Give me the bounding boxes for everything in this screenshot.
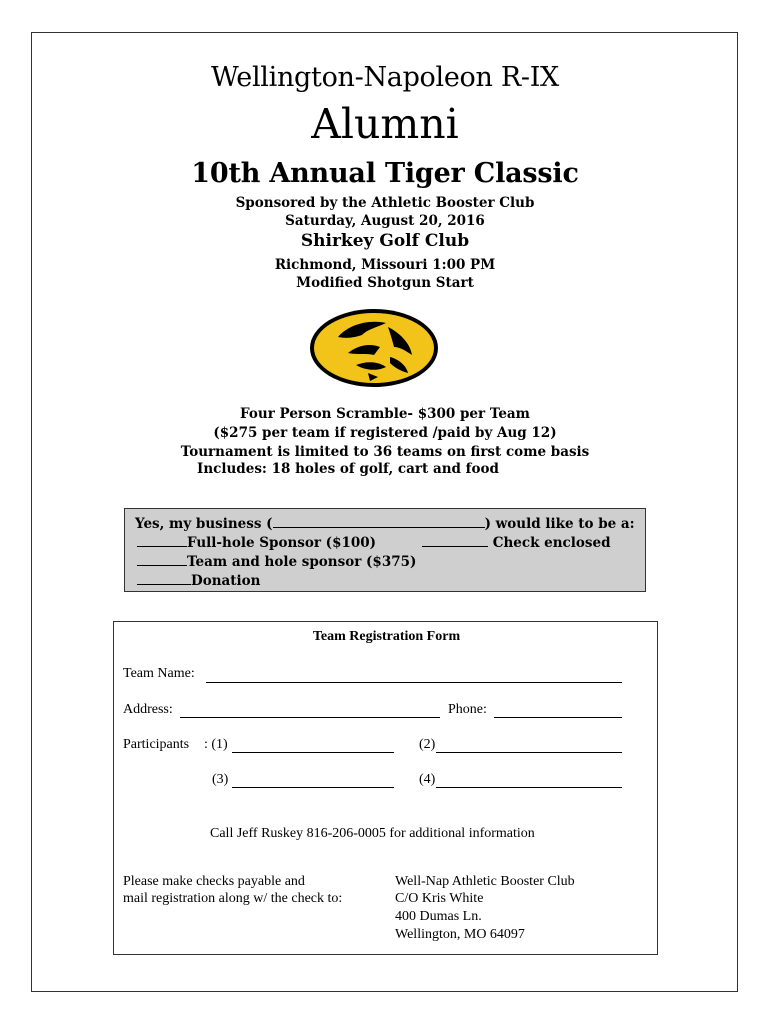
mailing-address-line-3: 400 Dumas Ln.: [395, 909, 482, 924]
pricing-line-1: Four Person Scramble- $300 per Team: [240, 406, 530, 422]
contact-info: Call Jeff Ruskey 816-206-0005 for additional information: [210, 826, 535, 841]
sponsor-intro-row: [135, 514, 635, 534]
mailing-address-line-4: Wellington, MO 64097: [395, 927, 525, 942]
mailing-address-line-1: Well-Nap Athletic Booster Club: [395, 874, 575, 889]
address-field[interactable]: [180, 717, 440, 718]
option-team-hole: [137, 552, 416, 572]
venue-name: Shirkey Golf Club: [300, 231, 470, 251]
team-hole-blank[interactable]: [137, 552, 187, 566]
checks-payable-line-1: Please make checks payable and: [123, 874, 305, 889]
location-time: Richmond, Missouri 1:00 PM: [274, 257, 496, 273]
option-full-hole: [137, 533, 376, 553]
checks-payable-line-2: mail registration along w/ the check to:: [123, 891, 343, 906]
sponsor-intro-start: Yes, my business (: [135, 516, 273, 532]
participant-1-label: : (1): [204, 737, 228, 752]
participant-3-field[interactable]: [232, 787, 394, 788]
event-title: 10th Annual Tiger Classic: [191, 158, 579, 189]
check-enclosed-blank[interactable]: [422, 533, 488, 547]
includes-line: Includes: 18 holes of golf, cart and food: [197, 461, 499, 477]
pricing-block: [0, 405, 770, 462]
school-name: Wellington-Napoleon R-IX: [211, 62, 559, 93]
team-registration-form: [113, 621, 658, 955]
tiger-head-logo: [308, 307, 440, 389]
team-name-field[interactable]: [206, 682, 622, 683]
pricing-line-2: ($275 per team if registered /paid by Aug 12): [213, 425, 557, 441]
participant-2-field[interactable]: [436, 752, 622, 753]
event-date: Saturday, August 20, 2016: [285, 213, 485, 229]
check-enclosed-row: [422, 533, 611, 553]
mailing-address-line-2: C/O Kris White: [395, 891, 484, 906]
option-donation: [137, 571, 260, 591]
full-hole-blank[interactable]: [137, 533, 187, 547]
sponsorship-box: [124, 508, 646, 592]
team-name-label: Team Name:: [123, 666, 195, 681]
participant-3-label: (3): [212, 772, 229, 787]
participant-2-label: (2): [419, 737, 436, 752]
option-donation-label: Donation: [191, 573, 261, 589]
start-format: Modified Shotgun Start: [296, 275, 474, 291]
option-full-hole-label: Full-hole Sponsor ($100): [187, 535, 377, 551]
option-team-hole-label: Team and hole sponsor ($375): [187, 554, 417, 570]
donation-blank[interactable]: [137, 571, 191, 585]
participant-1-field[interactable]: [232, 752, 394, 753]
phone-field[interactable]: [494, 717, 622, 718]
participant-4-label: (4): [419, 772, 436, 787]
check-enclosed-label: Check enclosed: [492, 535, 611, 551]
phone-label: Phone:: [448, 702, 487, 717]
sponsor-intro-end: ) would like to be a:: [484, 516, 635, 532]
sponsor-line: Sponsored by the Athletic Booster Club: [235, 195, 535, 211]
pricing-line-3: Tournament is limited to 36 teams on first come basis: [180, 444, 590, 460]
address-label: Address:: [123, 702, 173, 717]
alumni-heading: Alumni: [311, 100, 459, 148]
participants-label: Participants: [123, 737, 190, 752]
participant-4-field[interactable]: [436, 787, 622, 788]
business-name-blank[interactable]: [273, 514, 485, 528]
form-title: Team Registration Form: [312, 629, 461, 644]
